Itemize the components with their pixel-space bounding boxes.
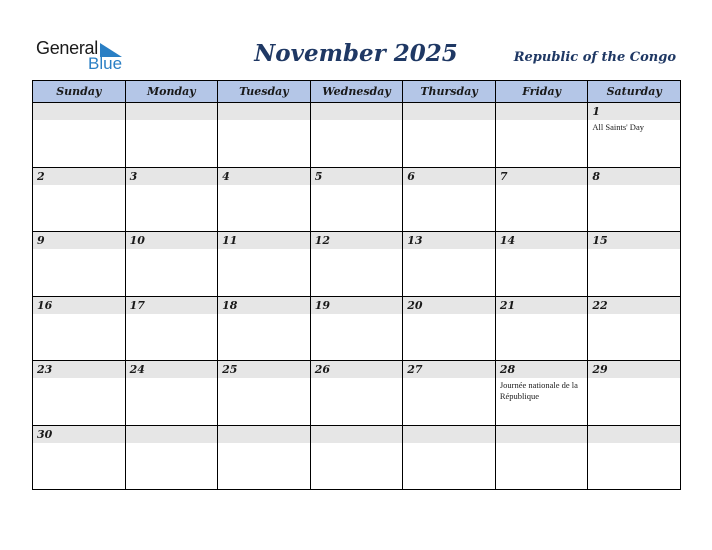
day-number: 19 xyxy=(311,297,403,314)
country-name: Republic of the Congo xyxy=(513,50,676,65)
day-number xyxy=(218,103,310,120)
week-row xyxy=(33,232,681,297)
day-number: 14 xyxy=(496,232,588,249)
day-number: 13 xyxy=(403,232,495,249)
weekday-header: Thursday xyxy=(403,81,496,103)
day-number: 21 xyxy=(496,297,588,314)
day-cell xyxy=(310,296,403,361)
holiday-label: All Saints' Day xyxy=(592,122,644,132)
day-cell xyxy=(33,232,126,297)
day-number: 9 xyxy=(33,232,125,249)
day-cell xyxy=(33,361,126,426)
day-cell xyxy=(310,232,403,297)
day-cell xyxy=(588,361,681,426)
day-cell xyxy=(218,361,311,426)
day-number: 1 xyxy=(588,103,680,120)
weekday-header: Saturday xyxy=(588,81,681,103)
day-number: 22 xyxy=(588,297,680,314)
day-number xyxy=(496,426,588,443)
day-number xyxy=(588,426,680,443)
week-row xyxy=(33,167,681,232)
day-number xyxy=(33,103,125,120)
day-cell xyxy=(403,361,496,426)
day-number: 7 xyxy=(496,168,588,185)
day-number xyxy=(126,426,218,443)
day-number: 10 xyxy=(126,232,218,249)
weekday-header-row xyxy=(33,81,681,103)
day-number: 4 xyxy=(218,168,310,185)
holiday-label: Journée nationale de la République xyxy=(499,380,578,401)
day-number: 15 xyxy=(588,232,680,249)
day-cell xyxy=(403,232,496,297)
calendar-grid xyxy=(32,80,681,490)
calendar-title: November 2025 xyxy=(254,40,458,67)
day-number: 8 xyxy=(588,168,680,185)
week-row xyxy=(33,361,681,426)
day-cell xyxy=(33,167,126,232)
day-cell xyxy=(403,103,496,168)
day-cell xyxy=(218,103,311,168)
day-cell xyxy=(403,167,496,232)
day-cell xyxy=(588,232,681,297)
day-number: 20 xyxy=(403,297,495,314)
weekday-header: Tuesday xyxy=(218,81,311,103)
day-cell xyxy=(310,361,403,426)
day-cell xyxy=(495,232,588,297)
day-cell xyxy=(403,296,496,361)
day-cell xyxy=(403,425,496,490)
day-cell xyxy=(495,296,588,361)
day-number xyxy=(311,426,403,443)
weekday-header: Monday xyxy=(125,81,218,103)
day-cell xyxy=(125,232,218,297)
week-row xyxy=(33,425,681,490)
day-cell xyxy=(218,296,311,361)
day-cell xyxy=(125,425,218,490)
day-cell xyxy=(495,103,588,168)
weekday-header: Sunday xyxy=(33,81,126,103)
day-cell xyxy=(125,296,218,361)
weekday-header: Friday xyxy=(495,81,588,103)
day-cell xyxy=(218,167,311,232)
day-cell xyxy=(495,361,588,426)
day-number: 5 xyxy=(311,168,403,185)
day-cell xyxy=(125,103,218,168)
week-row xyxy=(33,103,681,168)
day-number: 3 xyxy=(126,168,218,185)
day-number: 6 xyxy=(403,168,495,185)
day-cell xyxy=(218,425,311,490)
day-cell xyxy=(33,296,126,361)
day-number xyxy=(311,103,403,120)
day-number: 24 xyxy=(126,361,218,378)
day-number xyxy=(218,426,310,443)
day-cell xyxy=(33,425,126,490)
day-number: 12 xyxy=(311,232,403,249)
day-number xyxy=(403,426,495,443)
day-cell xyxy=(310,425,403,490)
day-cell xyxy=(495,425,588,490)
week-row xyxy=(33,296,681,361)
day-number: 28 xyxy=(496,361,588,378)
day-number xyxy=(126,103,218,120)
day-number: 23 xyxy=(33,361,125,378)
day-number: 17 xyxy=(126,297,218,314)
day-number xyxy=(403,103,495,120)
day-cell xyxy=(33,103,126,168)
day-cell xyxy=(588,167,681,232)
day-number xyxy=(496,103,588,120)
day-cell xyxy=(310,103,403,168)
day-cell xyxy=(588,103,681,168)
brand-general-text: General xyxy=(36,38,98,58)
weekday-header: Wednesday xyxy=(310,81,403,103)
day-cell xyxy=(588,296,681,361)
day-number: 2 xyxy=(33,168,125,185)
day-number: 29 xyxy=(588,361,680,378)
day-number: 25 xyxy=(218,361,310,378)
day-cell xyxy=(125,361,218,426)
brand-blue-text: Blue xyxy=(88,54,123,73)
day-number: 30 xyxy=(33,426,125,443)
day-cell xyxy=(218,232,311,297)
day-number: 16 xyxy=(33,297,125,314)
day-cell xyxy=(495,167,588,232)
day-number: 27 xyxy=(403,361,495,378)
day-number: 26 xyxy=(311,361,403,378)
day-cell xyxy=(310,167,403,232)
day-number: 11 xyxy=(218,232,310,249)
day-cell xyxy=(125,167,218,232)
day-cell xyxy=(588,425,681,490)
day-number: 18 xyxy=(218,297,310,314)
